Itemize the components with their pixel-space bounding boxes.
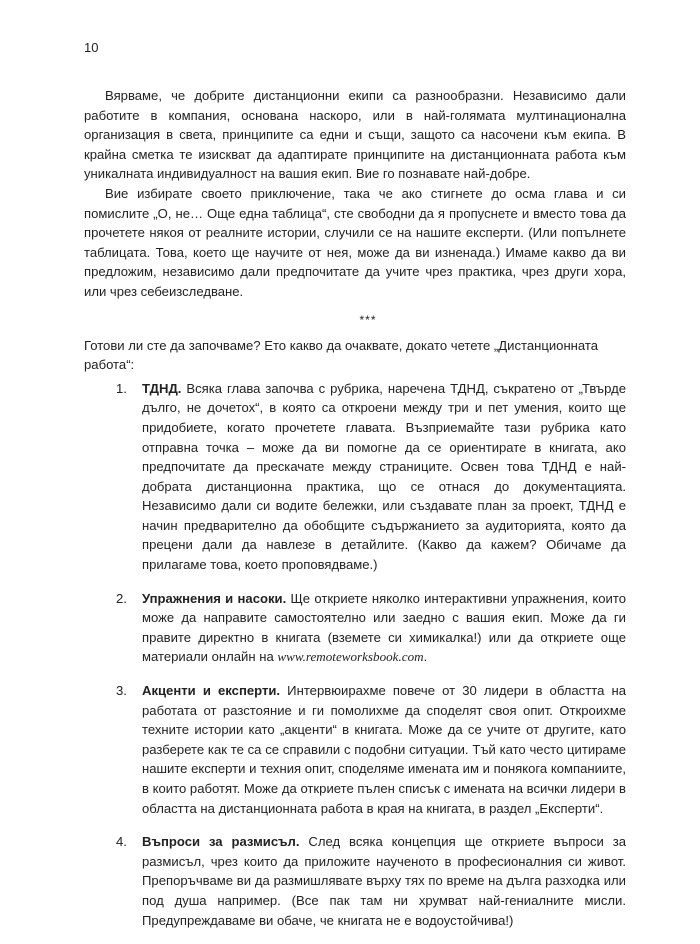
list-item — [116, 379, 626, 575]
list-item-number: 4. — [116, 834, 127, 850]
list-item-text: Всяка глава започва с рубрика, наречена ТДНД, съкратено от „Твърде дълго, не дочетох“, в която са откроени между три и пет умения, които ще придобиете, когато прочетете главата. Възприемайте тази рубрика като отправна точка – може да ви помогне да се ориентирате в книгата, ако предпочитате да прескачате между страниците. Освен това ТДНД е най-добрата дистанционна практика, що се отнася до документацията. Независимо дали си водите бележки, или създавате план за проект, ТДНД е начин предварително да обобщите съдържанието за аудиторията, която да прецени дали да навлезе в детайлите. (Какво да кажем? Обичаме да прилагаме това, което проповядваме.) — [142, 380, 626, 573]
book-website-link[interactable]: www.remoteworksbook.com — [277, 649, 424, 665]
list-item — [116, 681, 626, 818]
list-item-text: Интервюирахме повече от 30 лидери в областта на работата от разстояние и ги помолихме да споделят своя опит. Откроихме техните истории като „акценти“ в книгата. Може да се учите от другите, като разберете как те са се справили с подобни ситуации. Тъй като често цитираме нашите експерти и техния опит, споделяме имената им и понякога компаниите, в които работят. Може да откриете пълен списък с имената на всички лидери в областта на дистанционната работа в края на книгата, в раздел „Експерти“. — [142, 683, 626, 816]
paragraph-choose-adventure: Вие избирате своето приключение, така че ако стигнете до осма глава и си помислите „О, не… Още една таблица“, сте свободни да я пропуснете и вместо това да прочетете някоя от реалните истории, случили се на нашите експерти. (Или попълнете таблицата. Това, което ще научите от нея, може да ви изненада.) Имаме какво да ви предложим, независимо дали предпочитате да учите чрез практика, чрез други хора, или чрез себеизследване. — [84, 185, 626, 299]
page-number: 10 — [84, 40, 99, 55]
body-text — [84, 86, 626, 944]
list-item-number: 3. — [116, 683, 127, 699]
list-item-term: ТДНД. — [142, 380, 182, 396]
list-item-text: След всяка концепция ще откриете въпроси за размисъл, чрез които да приложите наученото в професионалния си живот. Препоръчваме ви да размишлявате върху тях по време на дълга разходка или под душа например. (Все пак там ни хрумват най-гениалните мисли. Предупреждаваме ви обаче, че книгата не е водоустойчива!) — [142, 834, 626, 928]
list-item-tail: . — [423, 649, 428, 665]
list-item-term: Упражнения и насоки. — [142, 590, 287, 606]
list-item-number: 1. — [116, 380, 127, 396]
list-item-text: Ще откриете няколко интерактивни упражнения, които може да направите самостоятелно или заедно с вашия екип. Може да ги правите директно в книгата (вземете си химикалка!) или да откриете още материали онлайн на — [142, 590, 626, 665]
list-item-term: Въпроси за размисъл. — [142, 834, 300, 850]
list-item-number: 2. — [116, 590, 127, 606]
feature-list — [84, 379, 626, 930]
section-separator: *** — [359, 312, 377, 327]
paragraph-diverse-teams: Вярваме, че добрите дистанционни екипи са разнообразни. Независимо дали работите в компания, основана наскоро, или в най-голямата мултинационална организация в света, принципите са едни и същи, защото са насочени към екипа. В крайна сметка те изискват да адаптирате принципите на дистанционната работа към уникалната индивидуалност на вашия екип. Вие го познавате най-добре. — [84, 88, 626, 182]
list-item-term: Акценти и експерти. — [142, 683, 281, 699]
list-item — [116, 589, 626, 667]
list-intro: Готови ли сте да започваме? Ето какво да очаквате, докато четете „Дистанционната работа“: — [84, 337, 599, 373]
list-item — [116, 832, 626, 930]
